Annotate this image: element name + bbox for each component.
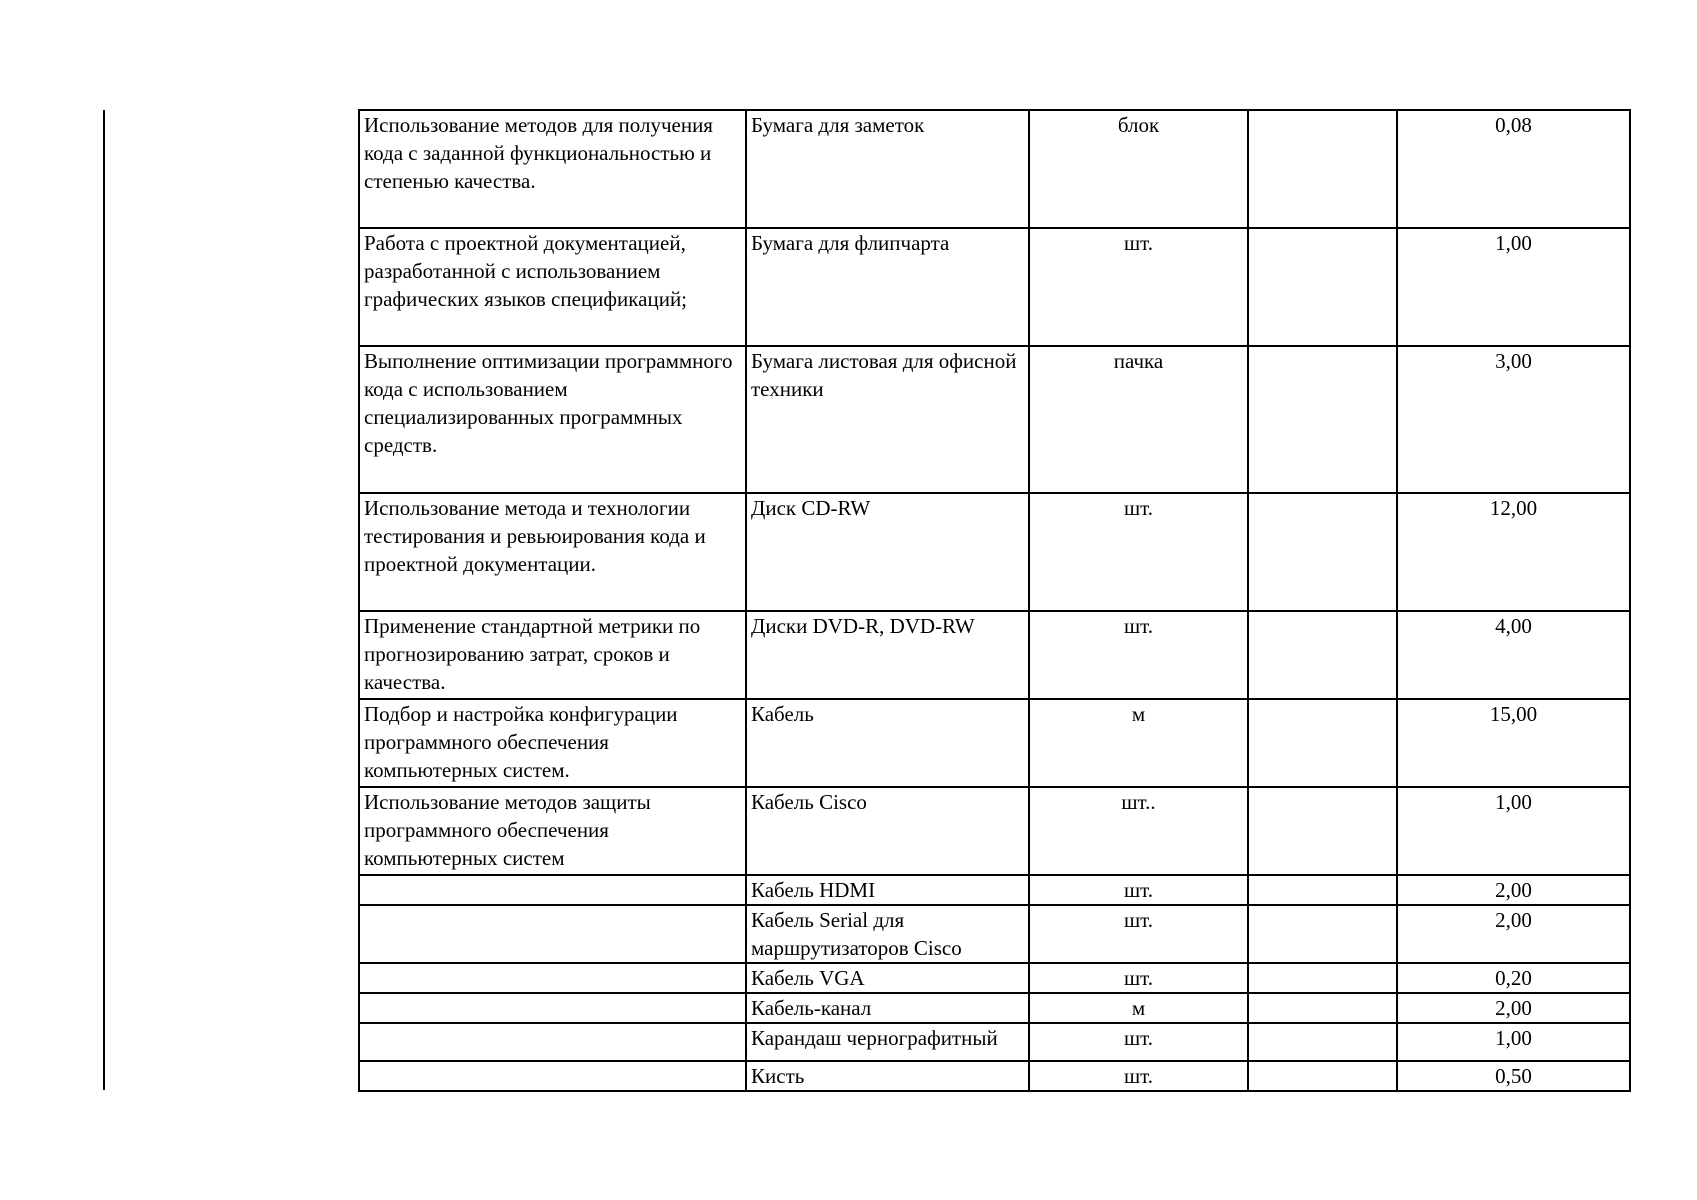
empty-cell bbox=[1248, 993, 1397, 1023]
quantity-cell: 1,00 bbox=[1397, 1023, 1630, 1061]
quantity-cell: 0,08 bbox=[1397, 110, 1630, 228]
materials-table bbox=[358, 109, 1631, 1092]
material-name-cell: Диск CD-RW bbox=[746, 493, 1029, 611]
unit-cell: м bbox=[1029, 993, 1248, 1023]
material-name-cell: Кабель HDMI bbox=[746, 875, 1029, 905]
empty-cell bbox=[1248, 493, 1397, 611]
quantity-cell: 12,00 bbox=[1397, 493, 1630, 611]
unit-cell: шт. bbox=[1029, 963, 1248, 993]
competency-cell bbox=[359, 1061, 746, 1091]
unit-cell: шт. bbox=[1029, 228, 1248, 346]
quantity-cell: 15,00 bbox=[1397, 699, 1630, 787]
material-name-cell: Кабель-канал bbox=[746, 993, 1029, 1023]
empty-cell bbox=[1248, 875, 1397, 905]
quantity-cell: 4,00 bbox=[1397, 611, 1630, 699]
material-name-cell: Кабель Serial для маршрутизаторов Cisco bbox=[746, 905, 1029, 963]
competency-cell: Выполнение оптимизации программного кода с использованием специализированных программных средств. bbox=[359, 346, 746, 493]
table-row bbox=[359, 787, 1630, 875]
material-name-cell: Кабель bbox=[746, 699, 1029, 787]
empty-cell bbox=[1248, 346, 1397, 493]
quantity-cell: 0,50 bbox=[1397, 1061, 1630, 1091]
material-name-cell: Бумага листовая для офисной техники bbox=[746, 346, 1029, 493]
competency-cell bbox=[359, 963, 746, 993]
material-name-cell: Диски DVD-R, DVD-RW bbox=[746, 611, 1029, 699]
unit-cell: шт. bbox=[1029, 1023, 1248, 1061]
quantity-cell: 2,00 bbox=[1397, 905, 1630, 963]
material-name-cell: Карандаш чернографитный bbox=[746, 1023, 1029, 1061]
left-margin-rule bbox=[103, 110, 105, 1090]
quantity-cell: 2,00 bbox=[1397, 993, 1630, 1023]
empty-cell bbox=[1248, 110, 1397, 228]
empty-cell bbox=[1248, 905, 1397, 963]
empty-cell bbox=[1248, 963, 1397, 993]
table-row bbox=[359, 875, 1630, 905]
table-row bbox=[359, 1061, 1630, 1091]
material-name-cell: Бумага для флипчарта bbox=[746, 228, 1029, 346]
competency-cell: Использование методов защиты программного обеспечения компьютерных систем bbox=[359, 787, 746, 875]
quantity-cell: 2,00 bbox=[1397, 875, 1630, 905]
table-row bbox=[359, 346, 1630, 493]
unit-cell: шт. bbox=[1029, 493, 1248, 611]
table-row bbox=[359, 699, 1630, 787]
material-name-cell: Бумага для заметок bbox=[746, 110, 1029, 228]
empty-cell bbox=[1248, 1023, 1397, 1061]
competency-cell: Использование метода и технологии тестирования и ревьюирования кода и проектной документации. bbox=[359, 493, 746, 611]
competency-cell: Работа с проектной документацией, разработанной с использованием графических языков спецификаций; bbox=[359, 228, 746, 346]
unit-cell: пачка bbox=[1029, 346, 1248, 493]
table-row bbox=[359, 493, 1630, 611]
competency-cell: Применение стандартной метрики по прогнозированию затрат, сроков и качества. bbox=[359, 611, 746, 699]
table-row bbox=[359, 228, 1630, 346]
empty-cell bbox=[1248, 699, 1397, 787]
quantity-cell: 3,00 bbox=[1397, 346, 1630, 493]
table-row bbox=[359, 1023, 1630, 1061]
unit-cell: м bbox=[1029, 699, 1248, 787]
competency-cell bbox=[359, 875, 746, 905]
unit-cell: шт. bbox=[1029, 905, 1248, 963]
competency-cell: Использование методов для получения кода с заданной функциональностью и степенью качества. bbox=[359, 110, 746, 228]
unit-cell: шт. bbox=[1029, 875, 1248, 905]
unit-cell: блок bbox=[1029, 110, 1248, 228]
empty-cell bbox=[1248, 611, 1397, 699]
competency-cell bbox=[359, 905, 746, 963]
competency-cell bbox=[359, 1023, 746, 1061]
competency-cell bbox=[359, 993, 746, 1023]
unit-cell: шт. bbox=[1029, 1061, 1248, 1091]
material-name-cell: Кабель VGA bbox=[746, 963, 1029, 993]
quantity-cell: 1,00 bbox=[1397, 228, 1630, 346]
competency-cell: Подбор и настройка конфигурации программного обеспечения компьютерных систем. bbox=[359, 699, 746, 787]
empty-cell bbox=[1248, 1061, 1397, 1091]
unit-cell: шт. bbox=[1029, 611, 1248, 699]
table-row bbox=[359, 611, 1630, 699]
table-row bbox=[359, 110, 1630, 228]
quantity-cell: 0,20 bbox=[1397, 963, 1630, 993]
quantity-cell: 1,00 bbox=[1397, 787, 1630, 875]
material-name-cell: Кисть bbox=[746, 1061, 1029, 1091]
table-row bbox=[359, 905, 1630, 963]
table-row bbox=[359, 993, 1630, 1023]
unit-cell: шт.. bbox=[1029, 787, 1248, 875]
material-name-cell: Кабель Cisco bbox=[746, 787, 1029, 875]
table-row bbox=[359, 963, 1630, 993]
empty-cell bbox=[1248, 787, 1397, 875]
empty-cell bbox=[1248, 228, 1397, 346]
